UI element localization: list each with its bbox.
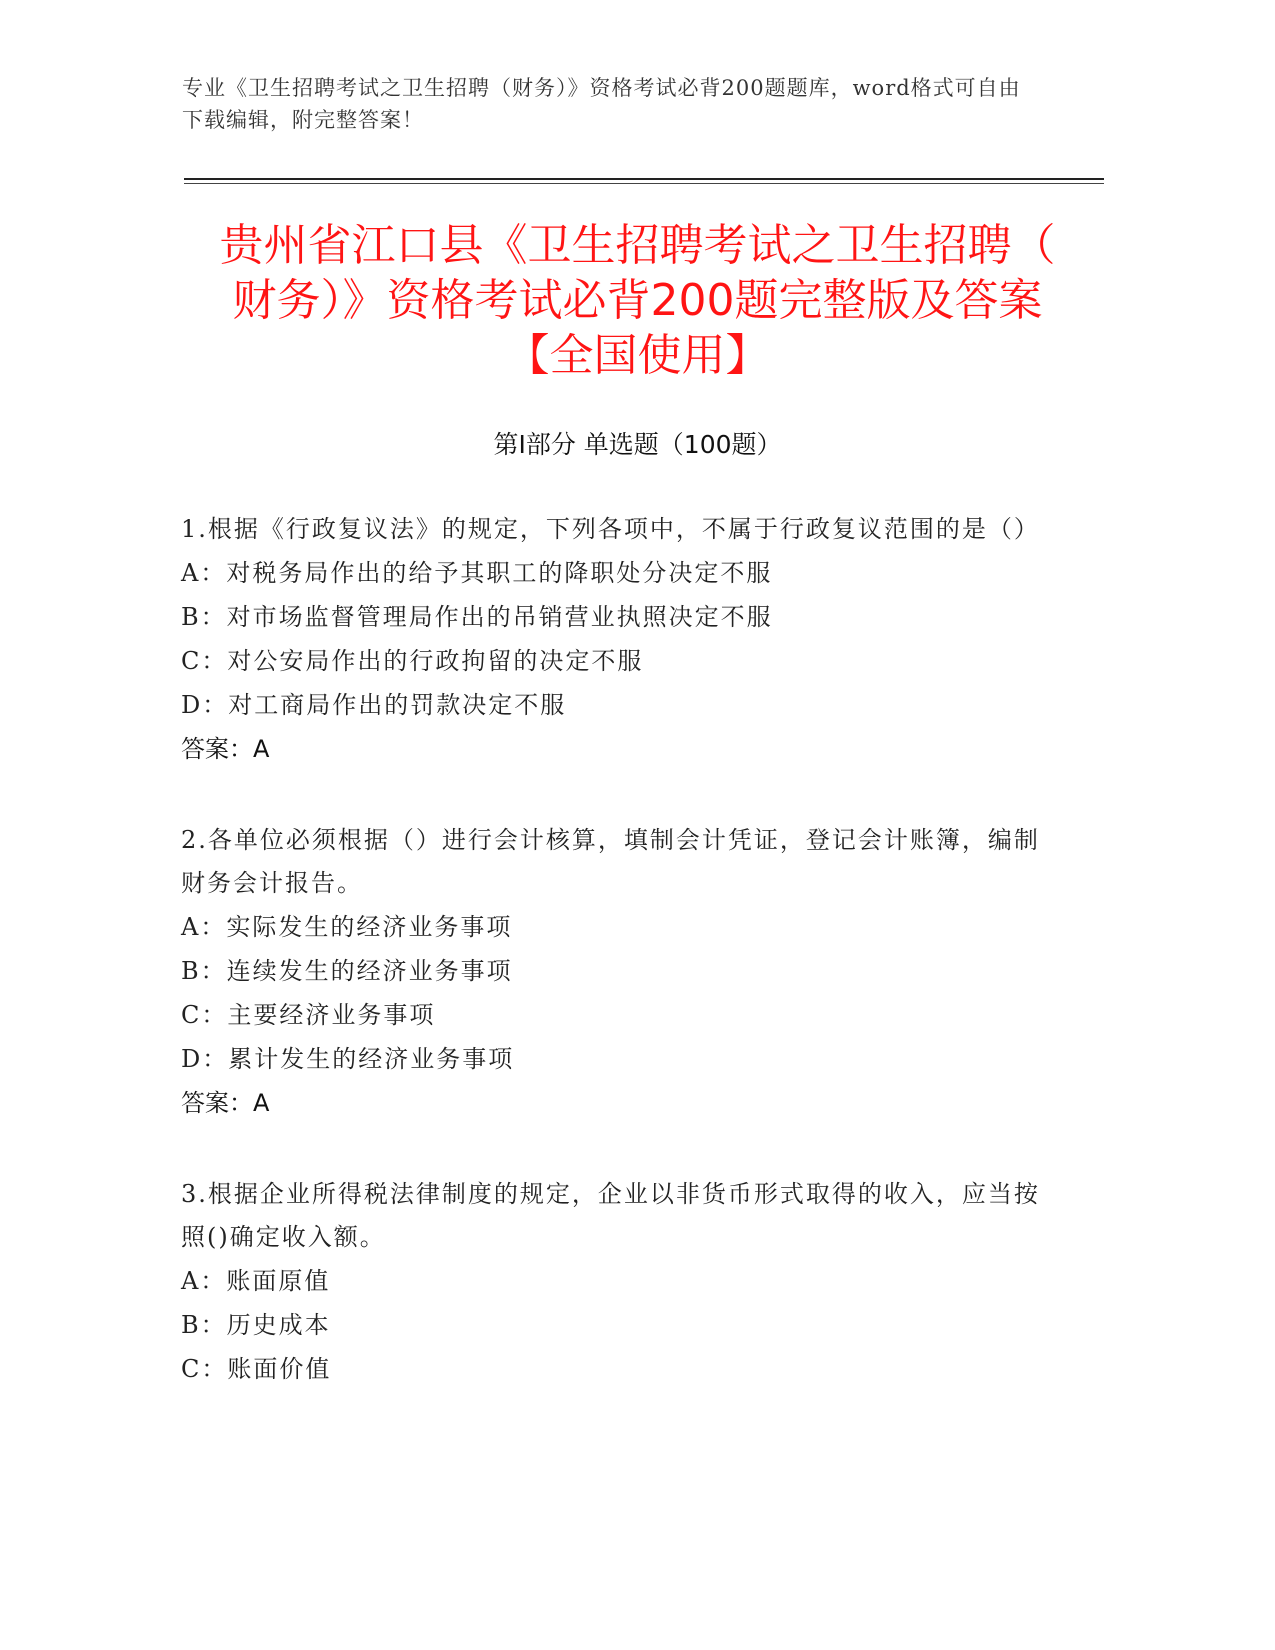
question-3	[181, 1173, 1041, 1391]
header-divider-thick	[184, 178, 1104, 180]
answer-line: 答案：A	[181, 1089, 270, 1117]
document-title	[150, 218, 1125, 383]
title-line-3: 【全国使用】	[505, 330, 770, 381]
title-line-1: 贵州省江口县《卫生招聘考试之卫生招聘（	[219, 220, 1056, 271]
option-b: B：对市场监督管理局作出的吊销营业执照决定不服	[181, 603, 773, 631]
option-b: B：历史成本	[181, 1311, 331, 1339]
question-list	[181, 508, 1041, 1439]
header-note: 专业《卫生招聘考试之卫生招聘（财务）》资格考试必背200题题库，word格式可自由下载编辑，附完整答案！	[182, 76, 1021, 132]
question-stem: 1.根据《行政复议法》的规定，下列各项中，不属于行政复议范围的是（）	[181, 515, 1040, 543]
answer-line: 答案：A	[181, 735, 270, 763]
option-c: C：对公安局作出的行政拘留的决定不服	[181, 647, 644, 675]
option-c: C：账面价值	[181, 1355, 332, 1383]
question-stem: 3.根据企业所得税法律制度的规定，企业以非货币形式取得的收入，应当按照()确定收入额。	[181, 1180, 1040, 1251]
option-b: B：连续发生的经济业务事项	[181, 957, 513, 985]
section-title: 第Ⅰ部分 单选题（100题）	[493, 430, 782, 459]
title-line-2: 财务）》资格考试必背200题完整版及答案	[232, 275, 1043, 326]
option-d: D：对工商局作出的罚款决定不服	[181, 691, 567, 719]
question-stem: 2.各单位必须根据（）进行会计核算，填制会计凭证，登记会计账簿，编制财务会计报告。	[181, 826, 1040, 897]
option-a: A：对税务局作出的给予其职工的降职处分决定不服	[181, 559, 773, 587]
option-d: D：累计发生的经济业务事项	[181, 1045, 515, 1073]
question-1	[181, 508, 1041, 771]
option-a: A：账面原值	[181, 1267, 331, 1295]
question-2	[181, 819, 1041, 1125]
header-divider-thin	[184, 183, 1104, 184]
option-c: C：主要经济业务事项	[181, 1001, 436, 1029]
option-a: A：实际发生的经济业务事项	[181, 913, 513, 941]
